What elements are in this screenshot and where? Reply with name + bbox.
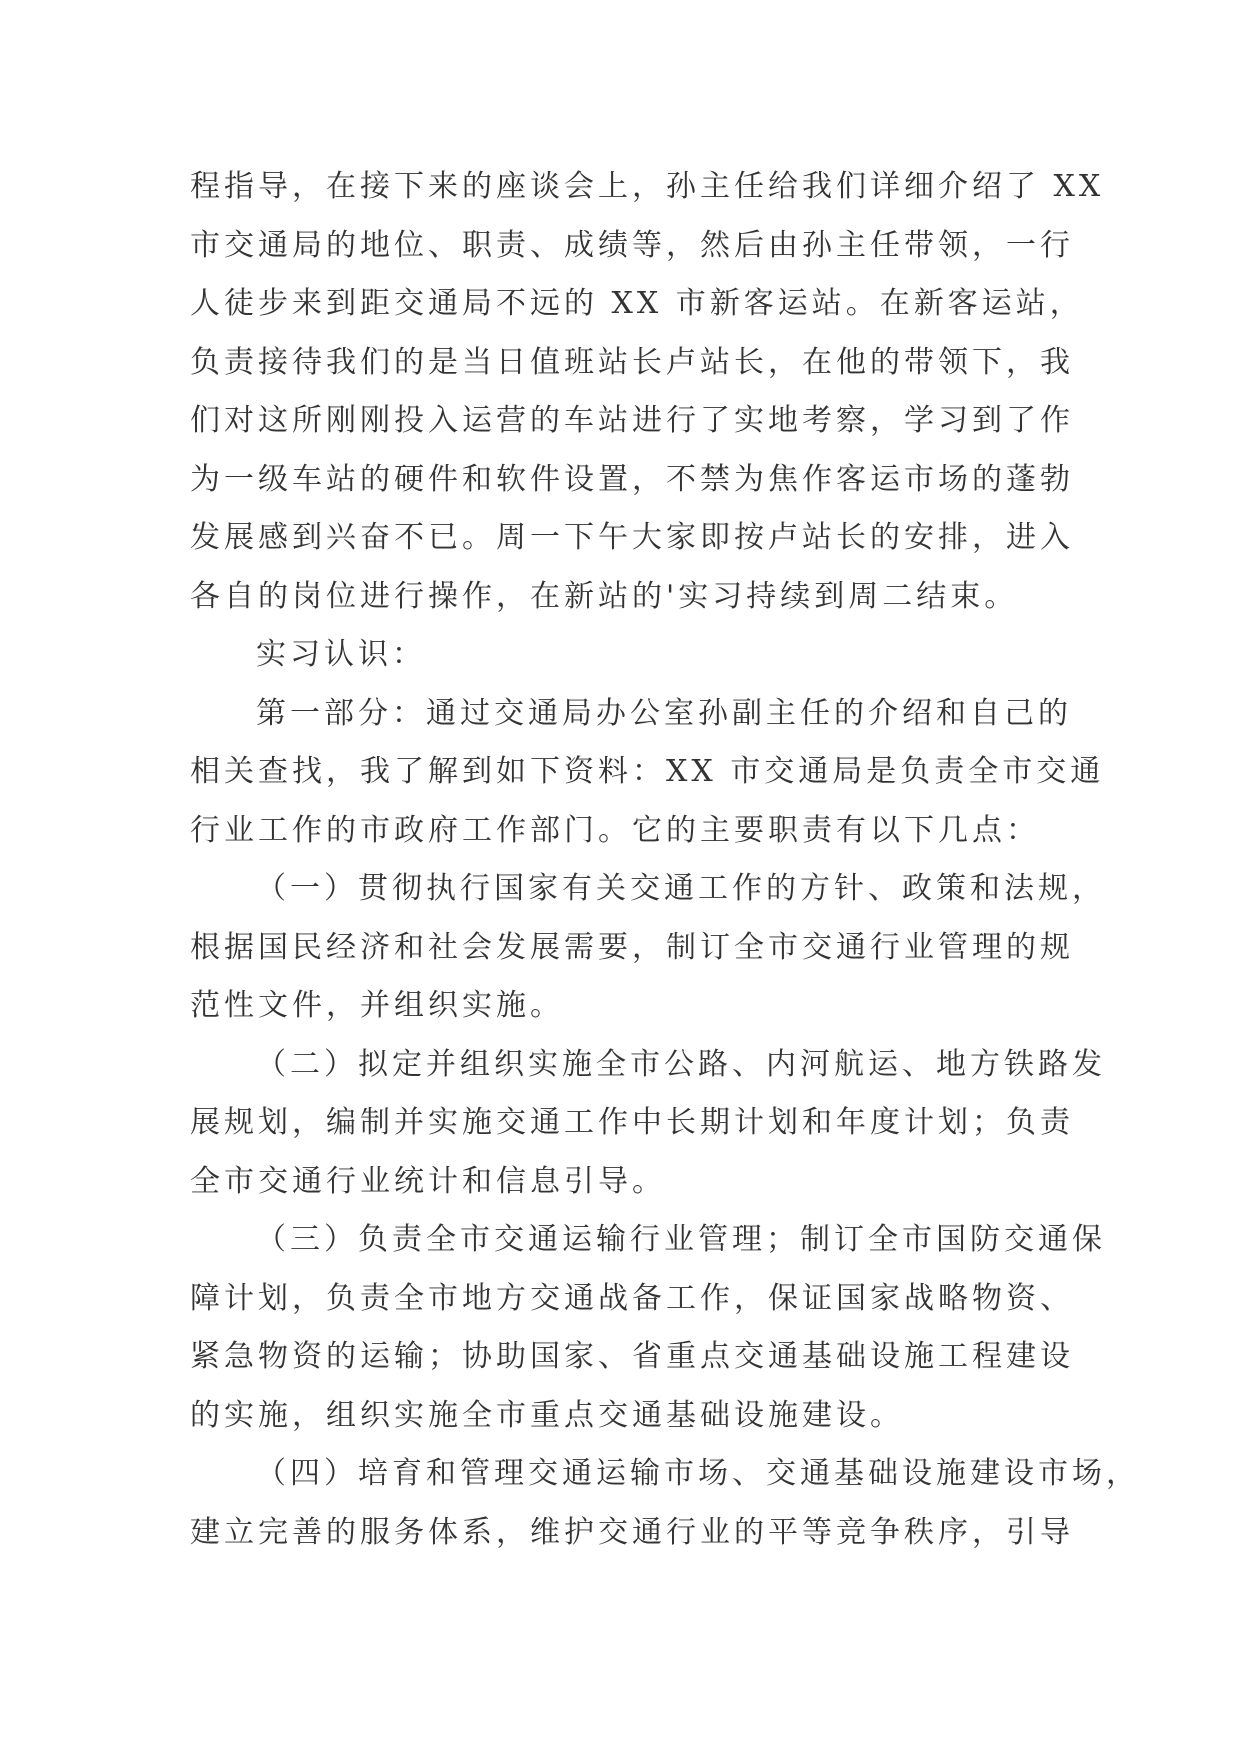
text-line: （二）拟定并组织实施全市公路、内河航运、地方铁路发: [256, 1046, 1106, 1082]
text-line: 为一级车站的硬件和软件设置，不禁为焦作客运市场的蓬勃: [190, 461, 1074, 497]
text-line: （一）贯彻执行国家有关交通工作的方针、政策和法规，: [256, 871, 1106, 906]
text-line: 根据国民经济和社会发展需要，制订全市交通行业管理的规: [190, 929, 1074, 965]
text-line: 展规划，编制并实施交通工作中长期计划和年度计划；负责: [190, 1105, 1074, 1140]
text-line: 建立完善的服务体系，维护交通行业的平等竞争秩序，引导: [190, 1514, 1074, 1550]
text-line: 程指导，在接下来的座谈会上，孙主任给我们详细介绍了 XX: [190, 169, 1105, 204]
text-line: 们对这所刚刚投入运营的车站进行了实地考察，学习到了作: [190, 403, 1074, 438]
text-line: 负责接待我们的是当日值班站长卢站长，在他的带领下，我: [190, 344, 1074, 380]
text-line: 行业工作的市政府工作部门。它的主要职责有以下几点：: [190, 812, 1040, 848]
text-line: 市交通局的地位、职责、成绩等，然后由孙主任带领，一行: [190, 227, 1074, 263]
text-line: 相关查找，我了解到如下资料：XX 市交通局是负责全市交通: [190, 754, 1105, 789]
text-line: 第一部分：通过交通局办公室孙副主任的介绍和自己的: [256, 695, 1072, 731]
text-line: 发展感到兴奋不已。周一下午大家即按卢站长的安排，进入: [190, 520, 1074, 555]
text-line: 人徒步来到距交通局不远的 XX 市新客运站。在新客运站，: [190, 286, 1084, 321]
document-body: [190, 158, 1140, 1562]
text-line: 障计划，负责全市地方交通战备工作，保证国家战略物资、: [190, 1280, 1074, 1316]
section-heading: 实习认识：: [256, 637, 426, 672]
text-line: （四）培育和管理交通运输市场、交通基础设施建设市场，: [256, 1456, 1140, 1491]
text-line: 范性文件，并组织实施。: [190, 988, 564, 1023]
text-line: 紧急物资的运输；协助国家、省重点交通基础设施工程建设: [190, 1339, 1074, 1374]
text-line: 各自的岗位进行操作，在新站的'实习持续到周二结束。: [190, 578, 1019, 614]
text-line: （三）负责全市交通运输行业管理；制订全市国防交通保: [256, 1222, 1106, 1257]
text-line: 全市交通行业统计和信息引导。: [190, 1163, 666, 1199]
text-line: 的实施，组织实施全市重点交通基础设施建设。: [190, 1397, 904, 1433]
